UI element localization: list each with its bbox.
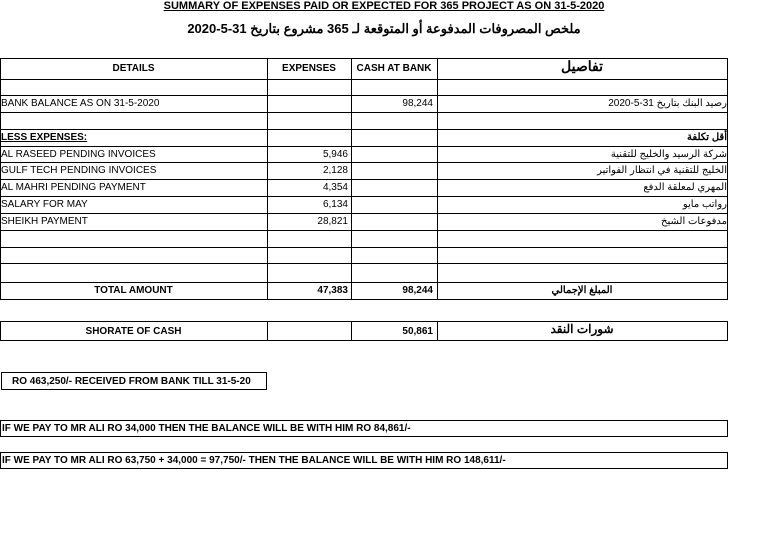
row-label-arabic: مدفوعات الشيخ [661, 216, 727, 227]
shortage-label-arabic: شورات النقد [550, 322, 614, 336]
row-label: AL RASEED PENDING INVOICES [1, 149, 156, 160]
total-expenses: 47,383 [317, 285, 348, 296]
row-label-arabic: أقل تكلفة [687, 132, 727, 143]
total-cash: 98,244 [402, 285, 433, 296]
ali-note-1-box [0, 420, 728, 437]
received-note: RO 463,250/- RECEIVED FROM BANK TILL 31-5-20 [12, 376, 251, 387]
shortage-cash: 50,861 [402, 326, 433, 337]
row-label: LESS EXPENSES: [1, 132, 88, 143]
ali-note-2-box [0, 452, 728, 469]
row-label-arabic: رواتب مايو [682, 199, 727, 210]
row-label-arabic: الخليج للتقنية في انتظار الفواتير [597, 165, 727, 176]
row-expenses: 28,821 [317, 216, 348, 227]
received-note-box [1, 372, 267, 390]
row-expenses: 2,128 [322, 165, 348, 176]
total-label-arabic: المبلغ الإجمالي [551, 285, 613, 296]
row-label: SALARY FOR MAY [1, 199, 88, 210]
header-expenses: EXPENSES [282, 63, 336, 74]
row-label-arabic: رصيد البنك بتاريخ 31-5-2020 [608, 98, 727, 109]
row-expenses: 6,134 [322, 199, 348, 210]
row-expenses: 4,354 [322, 182, 348, 193]
report-title-english: SUMMARY OF EXPENSES PAID OR EXPECTED FOR 365 PROJECT AS ON 31-5-2020 [163, 0, 605, 12]
header-details: DETAILS [112, 63, 155, 74]
header-details-arabic: تفاصيل [561, 58, 603, 74]
row-label: GULF TECH PENDING INVOICES [1, 165, 157, 176]
header-cash-at-bank: CASH AT BANK [356, 63, 432, 74]
shortage-label: SHORATE OF CASH [85, 326, 182, 337]
row-label: SHEIKH PAYMENT [1, 216, 88, 227]
row-label: AL MAHRI PENDING PAYMENT [1, 182, 146, 193]
ali-note-1: IF WE PAY TO MR ALI RO 34,000 THEN THE BALANCE WILL BE WITH HIM RO 84,861/- [2, 423, 411, 434]
row-expenses: 5,946 [322, 149, 348, 160]
ali-note-2: IF WE PAY TO MR ALI RO 63,750 + 34,000 = 97,750/- THEN THE BALANCE WILL BE WITH HIM RO 148,611/- [2, 455, 506, 466]
row-label-arabic: المهري لمعلقة الدفع [643, 182, 727, 193]
report-title-arabic: ملخص المصروفات المدفوعة أو المتوقعة لـ 365 مشروع بتاريخ 31-5-2020 [187, 21, 581, 36]
row-cash: 98,244 [402, 98, 433, 109]
total-label: TOTAL AMOUNT [94, 285, 173, 296]
row-label-arabic: شركة الرسيد والخليج للتقنية [610, 149, 727, 160]
row-label: BANK BALANCE AS ON 31-5-2020 [1, 98, 160, 109]
